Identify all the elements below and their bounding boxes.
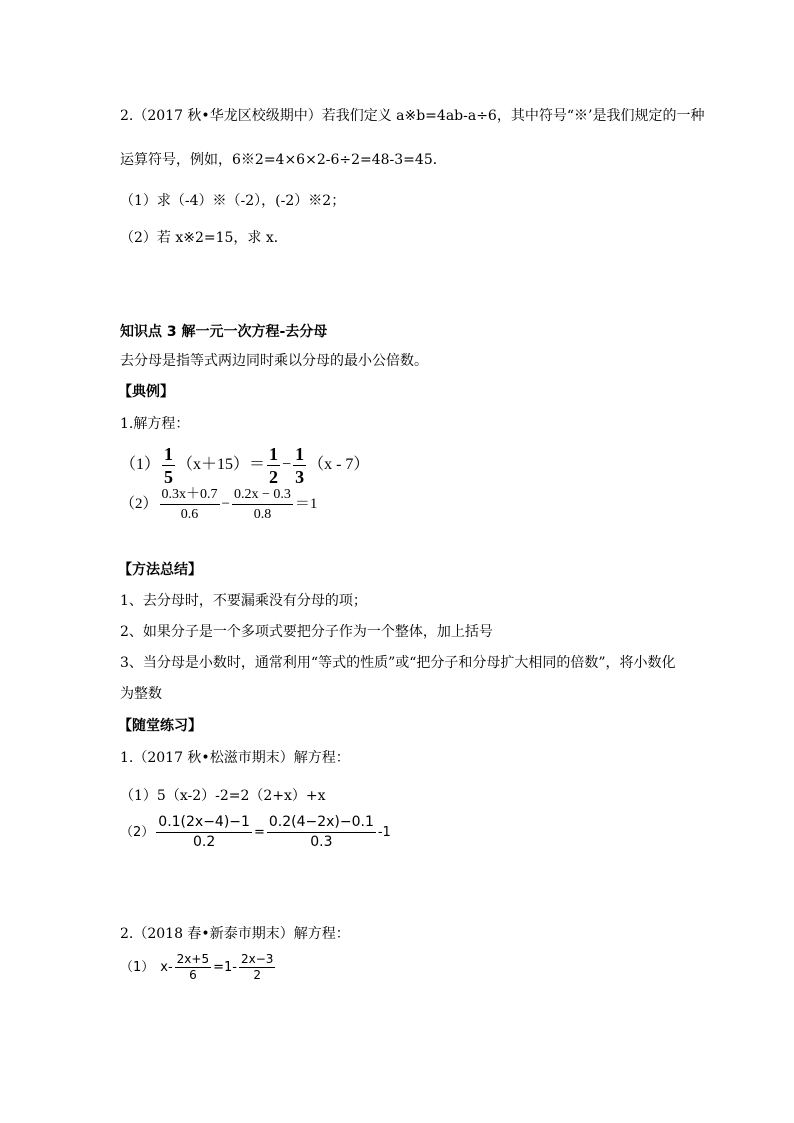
denominator: 0.2: [192, 834, 216, 850]
equals-sign: =: [253, 825, 265, 840]
example-equation-2: [120, 482, 317, 526]
denominator: 0.6: [180, 507, 199, 523]
method-heading: 【方法总结】: [118, 562, 202, 578]
denominator: 3: [295, 466, 305, 487]
minus-sign: −: [282, 456, 292, 473]
equation-text: （x - 7）: [308, 456, 370, 473]
fraction: [267, 813, 376, 852]
fraction: [239, 952, 275, 983]
equation-label: （1）: [120, 456, 161, 473]
numerator: 2x+5: [176, 952, 210, 966]
numerator: 1: [269, 443, 279, 464]
example-prompt: 1.解方程：: [120, 416, 190, 432]
practice-2-title: 2.（2018 春•新泰市期末）解方程：: [120, 926, 350, 942]
denominator: 6: [189, 968, 197, 982]
minus-sign: −: [221, 496, 230, 512]
method-1: 1、去分母时，不要漏乘没有分母的项；: [120, 593, 367, 609]
numerator: 0.1(2x−4)−1: [156, 813, 252, 833]
equation-text: =1-: [213, 960, 237, 975]
fraction: [156, 813, 252, 852]
practice-heading: 【随堂练习】: [118, 718, 202, 734]
method-3-line-1: 3、当分母是小数时，通常利用“等式的性质”或“把分子和分母扩大相同的倍数”，将小数化: [120, 655, 676, 671]
equation-text: （x＋15）＝: [177, 456, 266, 473]
denominator: 5: [164, 466, 174, 487]
equation-label: （2）: [120, 825, 155, 840]
fraction: [175, 952, 211, 983]
method-3-line-2: 为整数: [120, 686, 162, 702]
numerator: 1: [295, 443, 305, 464]
numerator: 2x−3: [240, 952, 274, 966]
fraction: [160, 485, 220, 524]
equation-label: （2）: [120, 496, 158, 512]
section-intro: 去分母是指等式两边同时乘以分母的最小公倍数。: [120, 353, 428, 369]
practice-1-equation-2: [120, 810, 391, 856]
equation-rhs: ＝1: [294, 496, 318, 512]
practice-1-title: 1.（2017 秋•松滋市期末）解方程：: [120, 750, 350, 766]
denominator: 2: [269, 466, 279, 487]
question-2-part-1: （1）求（-4）※（-2），(-2）※2；: [120, 193, 346, 209]
practice-1-equation-1: （1）5（x-2）-2=2（2+x）+x: [120, 788, 326, 804]
numerator: 0.2x − 0.3: [232, 485, 293, 505]
question-2-line-1: 2.（2017 秋•华龙区校级期中）若我们定义 a※b=4ab-a÷6，其中符号“※’是我们规定的一种: [120, 108, 705, 124]
equation-rhs: -1: [377, 825, 391, 840]
question-2-part-2: （2）若 x※2=15，求 x．: [120, 230, 288, 246]
section-title: 知识点 3 解一元一次方程-去分母: [120, 324, 328, 340]
fraction: [232, 485, 293, 524]
numerator: 0.2(4−2x)−0.1: [267, 813, 376, 833]
equation-text: x-: [160, 960, 173, 975]
question-2-line-2: 运算符号，例如，6※2=4×6×2-6÷2=48-3=45．: [120, 152, 447, 168]
denominator: 0.3: [310, 834, 333, 850]
numerator: 1: [164, 443, 174, 464]
practice-2-equation-1: [120, 948, 277, 988]
equation-label: （1）: [120, 960, 155, 975]
denominator: 2: [253, 968, 261, 982]
method-2: 2、如果分子是一个多项式要把分子作为一个整体，加上括号: [120, 624, 493, 640]
denominator: 0.8: [253, 507, 272, 523]
example-heading: 【典例】: [118, 384, 174, 400]
numerator: 0.3x＋0.7: [160, 485, 220, 505]
